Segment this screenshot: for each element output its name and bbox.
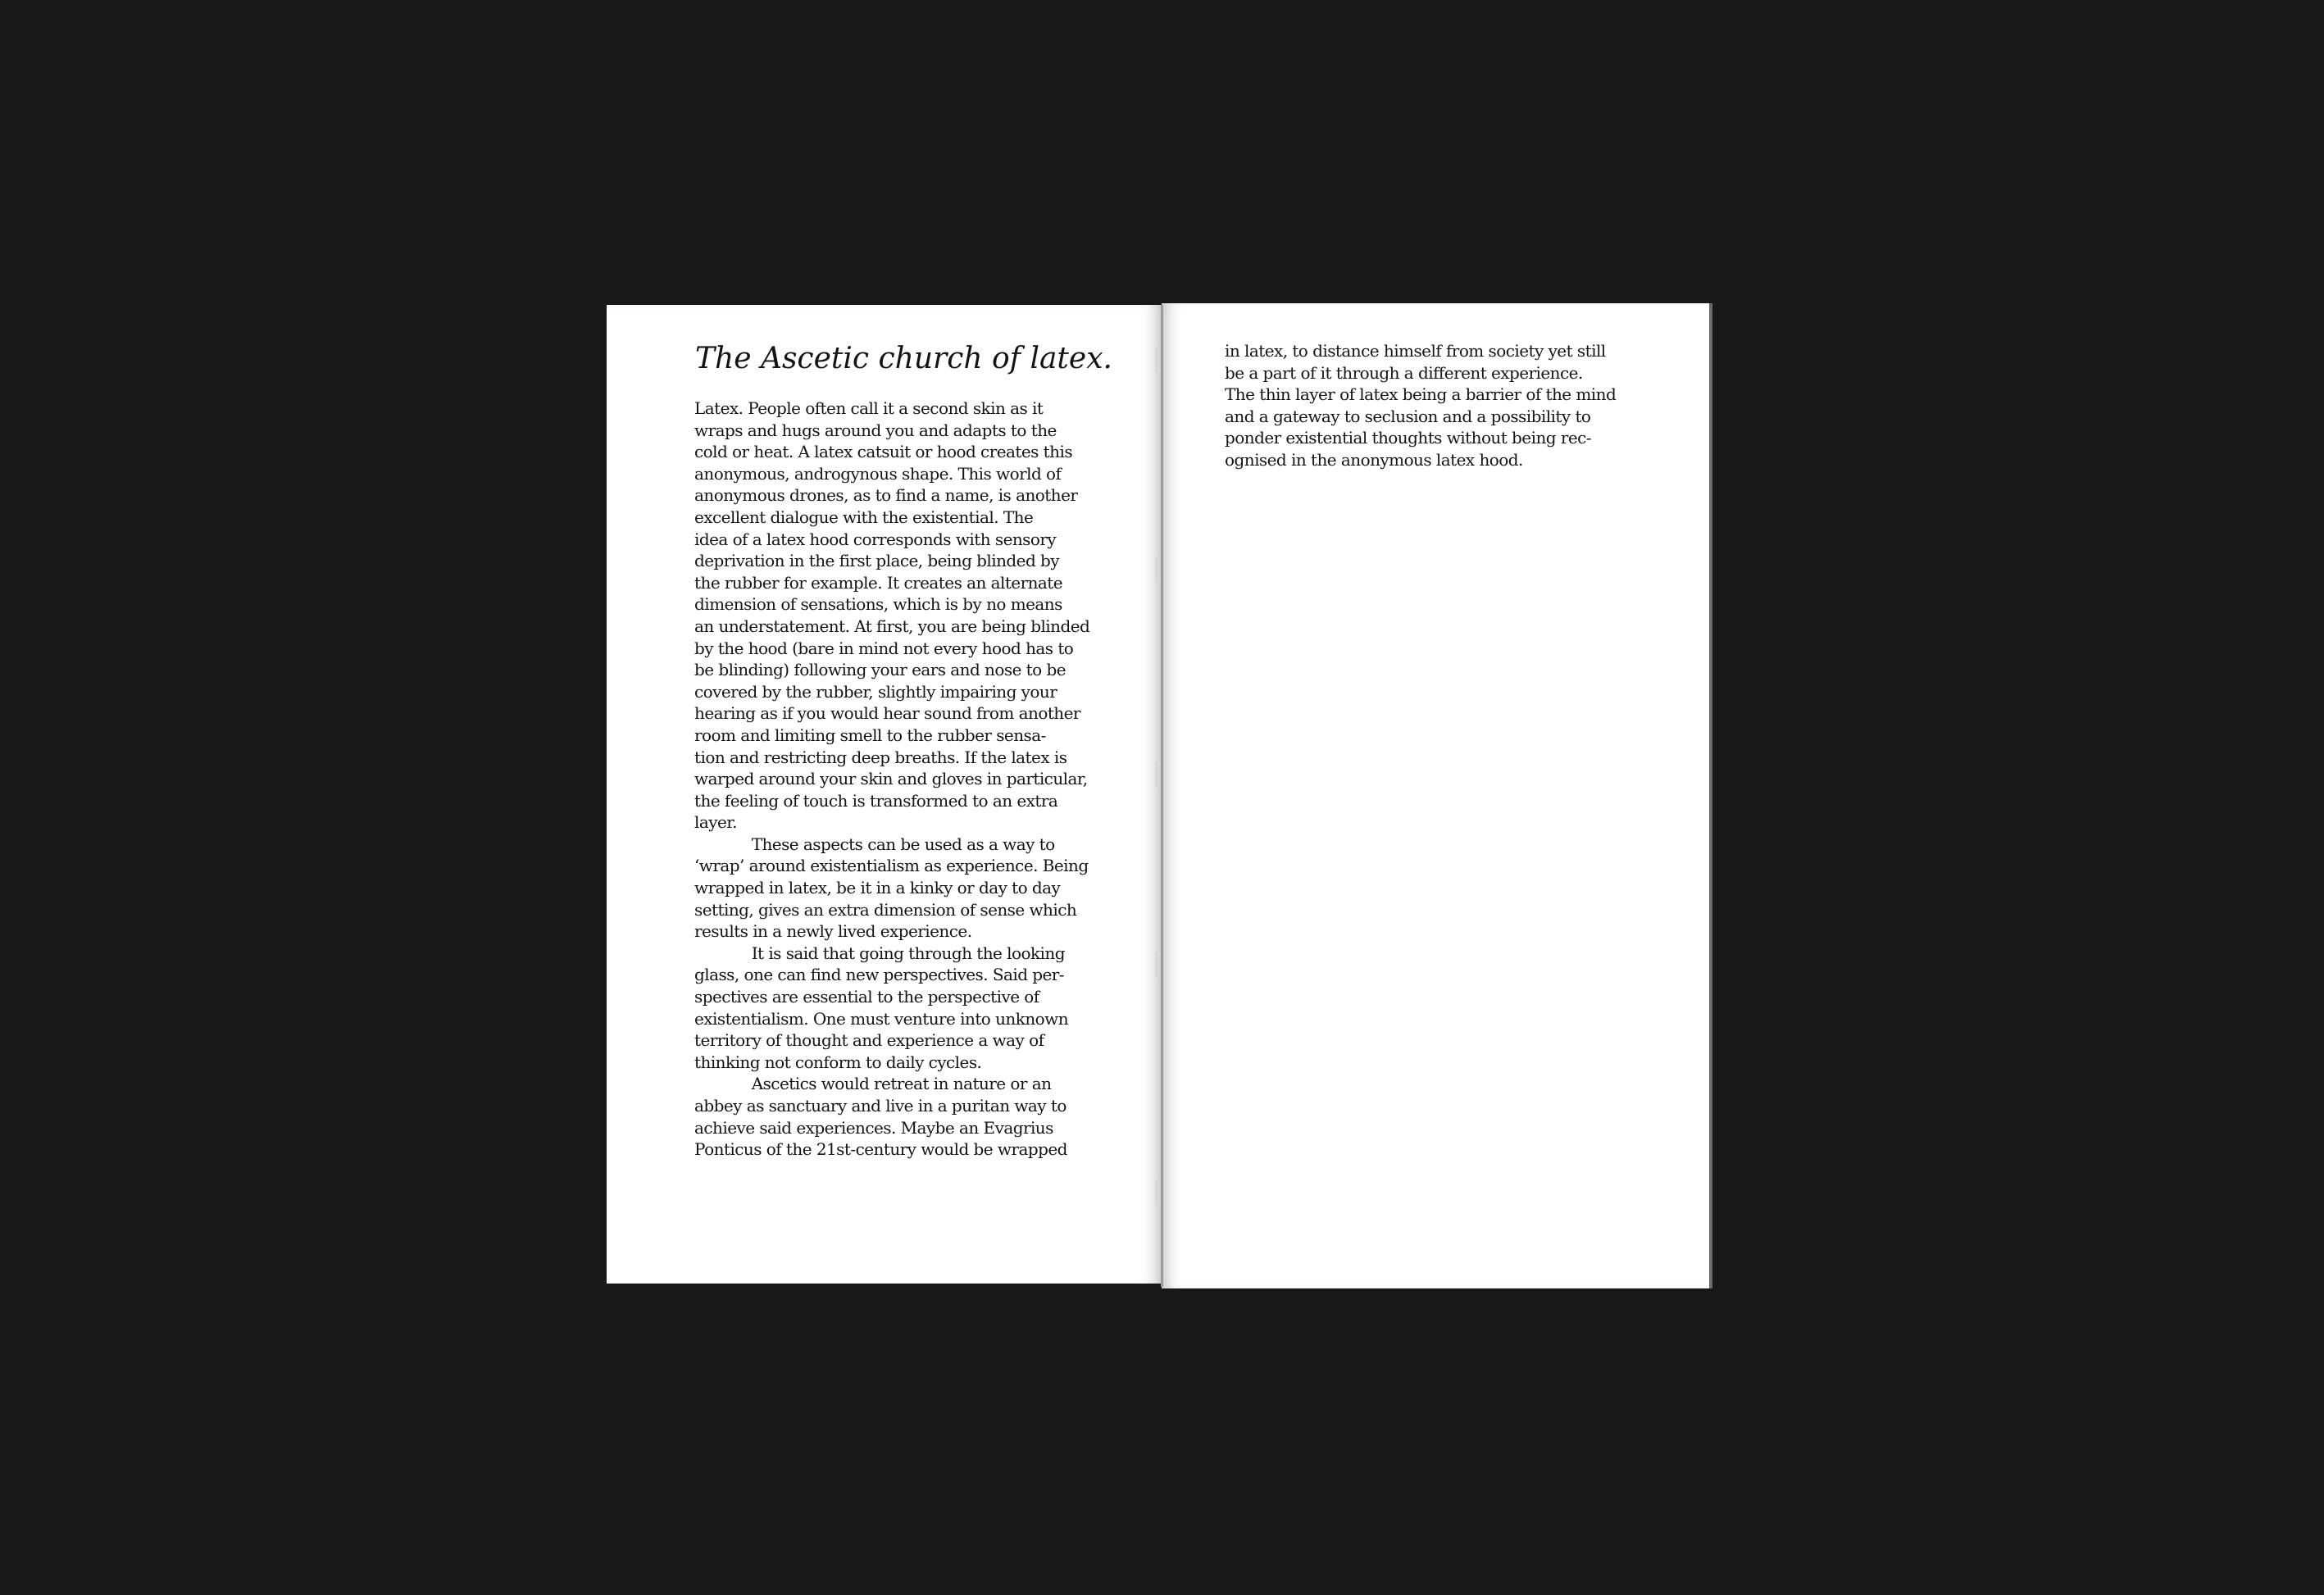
binding-staple [1155,951,1160,979]
right-page-body-text: in latex, to distance himself from society yet still be a part of it through a different experience. The thin layer of latex being a barrier of the mind and a gateway to seclusion and a possibility to ponder existential thoughts without being rec- ognised in the anonymous latex hood. [1225,341,1617,470]
left-page-body-text: Latex. People often call it a second skin as it wraps and hugs around you and adapts to the cold or heat. A latex catsuit or hood creates this anonymous, androgynous shape. This world of anonymous drones, as to find a name, is another excellent dialogue with the existential. The idea of a latex hood corresponds with sensory deprivation in the first place, being blinded by the rubber for example. It creates an alternate dimension of sensations, which is by no means an understatement. At first, you are being blinded by the hood (bare in mind not every hood has to be blinding) following your ears and nose to be covered by the rubber, slightly impairing your hearing as if you would hear sound from another room and limiting smell to the rubber sensa- tion and restricting deep breaths. If the latex is warped around your skin and gloves in particular, the feeling of touch is transformed to an extra layer. These aspects can be used as a way to ‘wrap’ around existentialism as experience. Being wrapped in latex, be it in a kinky or day to day setting, gives an extra dimension of sense which results in a newly lived experience. It is said that going through the looking glass, one can find new perspectives. Said per- spectives are essential to the perspective of existentialism. One must venture into unknown territory of thought and experience a way of thinking not conform to daily cycles. Ascetics would retreat in nature or an abbey as sanctuary and live in a puritan way to achieve said experiences. Maybe an Evagrius Ponticus of the 21st-century would be wrapped [694,398,1090,1160]
binding-staple [1155,555,1160,583]
right-page [1162,303,1712,1288]
spine-fold [1161,305,1163,1287]
left-page [607,305,1162,1284]
binding-staple [1155,1178,1160,1206]
binding-staple [1155,761,1160,788]
page-title: The Ascetic church of latex. [695,342,1112,375]
binding-staple [1155,346,1160,374]
booklet-spread [607,305,1716,1290]
